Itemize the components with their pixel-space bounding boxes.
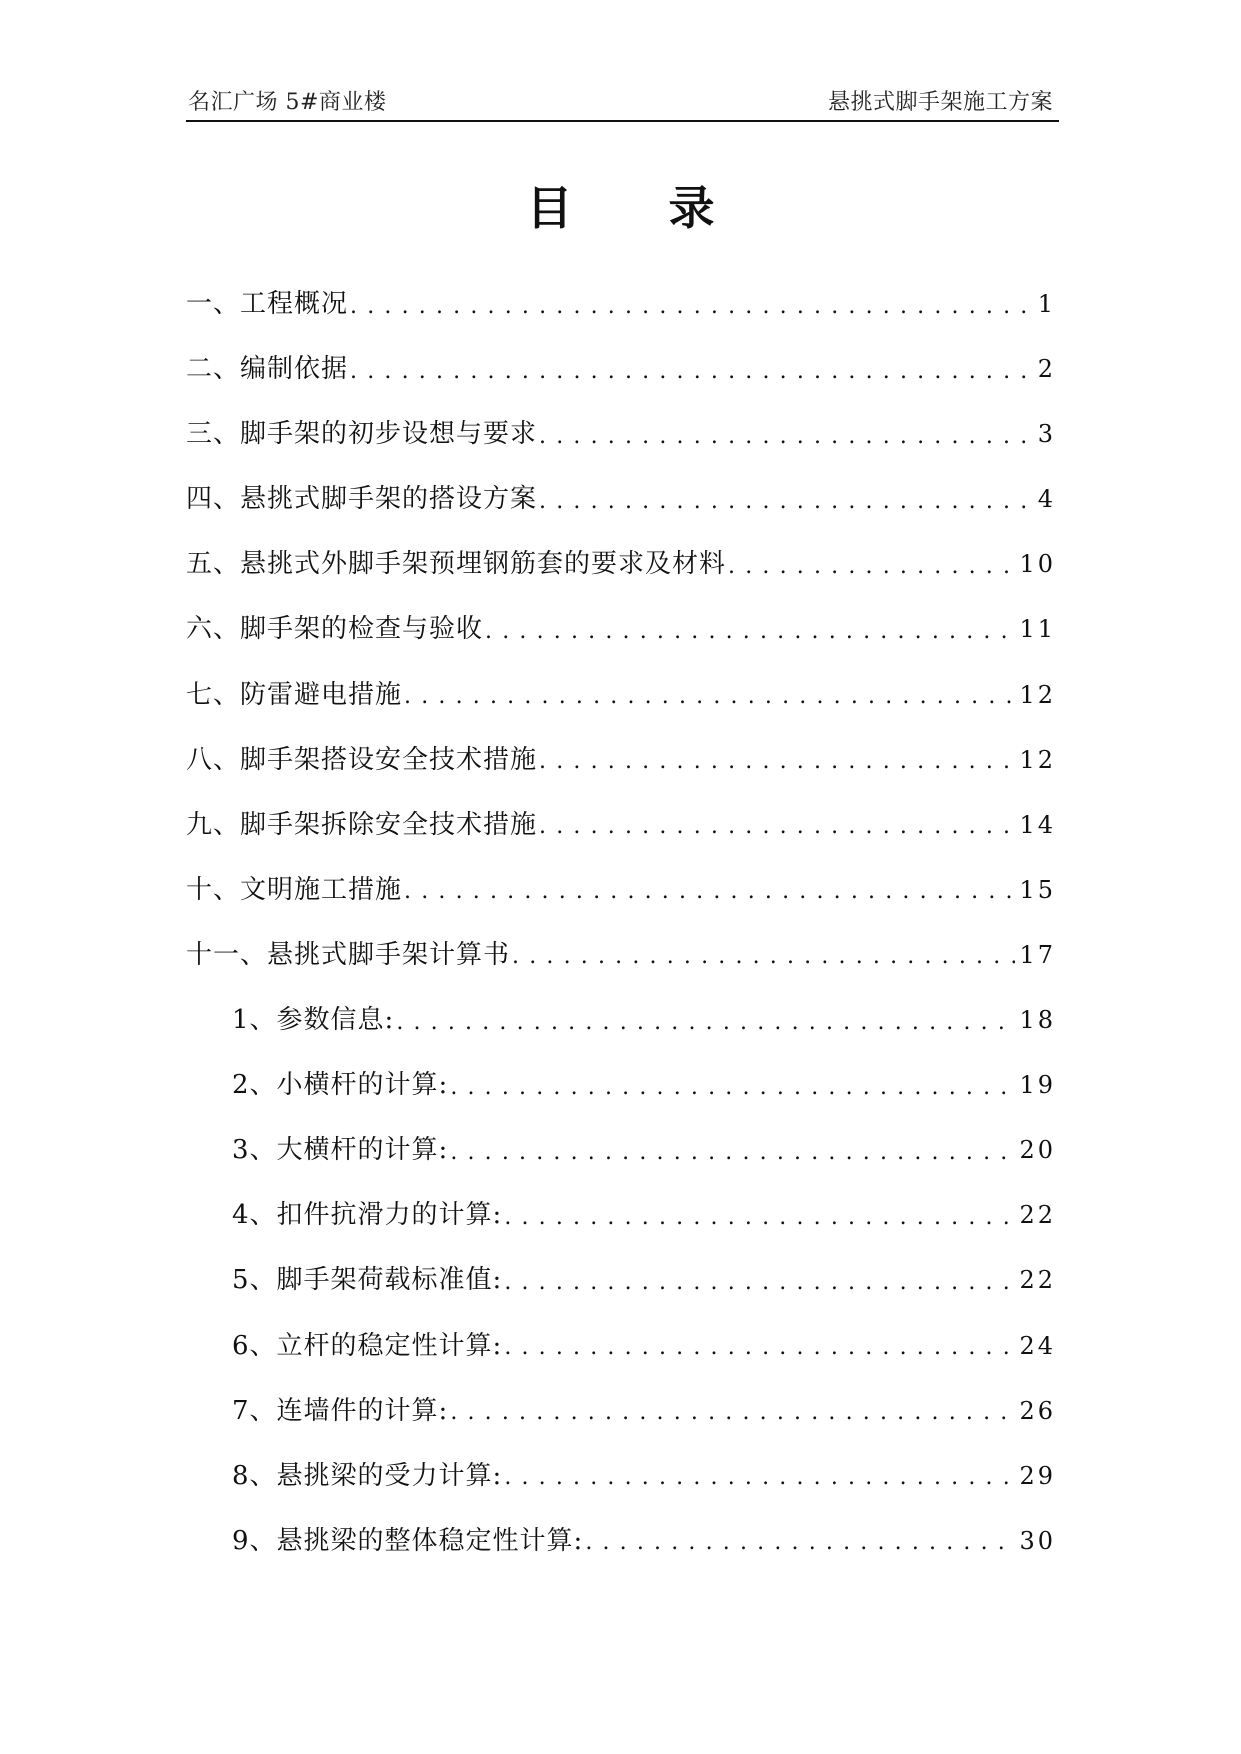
toc-page-number: 22 <box>1019 1266 1056 1295</box>
toc-subentry[interactable] <box>186 1248 1056 1313</box>
toc-page-number: 30 <box>1019 1526 1056 1555</box>
toc-entry-label: 十、文明施工措施 <box>186 874 403 905</box>
toc-subentry[interactable] <box>186 988 1056 1053</box>
toc-entry[interactable] <box>186 337 1056 402</box>
toc-leader-dots <box>396 1006 1015 1036</box>
toc-subentry[interactable] <box>186 1183 1056 1248</box>
toc-leader-dots <box>450 1396 1015 1426</box>
toc-entry-label: 十一、悬挑式脚手架计算书 <box>186 939 511 970</box>
toc-entry-label: 六、脚手架的检查与验收 <box>186 614 484 645</box>
toc-leader-dots <box>504 1461 1015 1491</box>
toc-page-number: 12 <box>1019 745 1056 774</box>
toc-entry[interactable] <box>186 923 1056 988</box>
toc-entry[interactable] <box>186 532 1056 597</box>
toc-subentry[interactable] <box>186 1509 1056 1574</box>
toc-entry-label: 七、防雷避电措施 <box>186 679 403 710</box>
toc-entry-label: 一、工程概况 <box>186 289 349 319</box>
toc-leader-dots <box>450 1136 1015 1166</box>
toc-entry[interactable] <box>186 402 1056 467</box>
toc-entry-label: 四、悬挑式脚手架的搭设方案 <box>186 484 538 515</box>
toc-page-number: 14 <box>1019 810 1056 839</box>
toc-entry[interactable] <box>186 597 1056 662</box>
toc-leader-dots <box>404 680 1015 710</box>
toc-entry[interactable] <box>186 467 1056 532</box>
toc-entry-label: 1、参数信息: <box>232 1005 395 1036</box>
toc-entry-label: 五、悬挑式外脚手架预埋钢筋套的要求及材料 <box>186 549 727 580</box>
toc-entry[interactable] <box>186 793 1056 858</box>
toc-leader-dots <box>504 1331 1015 1361</box>
toc-page-number: 20 <box>1019 1136 1056 1165</box>
toc-entry-label: 8、悬挑梁的受力计算: <box>232 1460 503 1491</box>
toc-leader-dots <box>350 290 1034 320</box>
toc-entry[interactable] <box>186 272 1056 337</box>
toc-page-number: 10 <box>1019 550 1056 579</box>
toc-leader-dots <box>485 615 1015 645</box>
toc-page-number: 26 <box>1019 1396 1056 1425</box>
page-header <box>186 88 1059 122</box>
toc-leader-dots <box>350 355 1034 385</box>
toc-leader-dots <box>504 1266 1015 1296</box>
toc-page-number: 24 <box>1019 1331 1056 1360</box>
header-document-title: 悬挑式脚手架施工方案 <box>827 90 1053 115</box>
toc-entry-label: 7、连墙件的计算: <box>232 1395 449 1426</box>
toc-page-number: 11 <box>1019 615 1056 644</box>
toc-leader-dots <box>539 745 1015 775</box>
toc-subentry[interactable] <box>186 1444 1056 1509</box>
toc-leader-dots <box>512 940 1015 970</box>
toc-entry-label: 9、悬挑梁的整体稳定性计算: <box>232 1525 584 1556</box>
toc-entry-label: 4、扣件抗滑力的计算: <box>232 1200 503 1231</box>
toc-leader-dots <box>539 420 1034 450</box>
toc-subentry[interactable] <box>186 1314 1056 1379</box>
toc-page-number: 4 <box>1037 485 1056 514</box>
toc-page-number: 2 <box>1037 355 1056 384</box>
toc-leader-dots <box>728 550 1015 580</box>
toc-page-number: 18 <box>1019 1006 1056 1035</box>
toc-entry-label: 3、大横杆的计算: <box>232 1135 449 1166</box>
toc-page-number: 17 <box>1019 940 1056 969</box>
toc-page-number: 1 <box>1037 290 1056 318</box>
toc-page-number: 22 <box>1019 1201 1056 1230</box>
toc-entry[interactable] <box>186 728 1056 793</box>
toc-page-number: 19 <box>1019 1071 1056 1100</box>
toc-page-number: 29 <box>1019 1461 1056 1490</box>
toc-entry-label: 二、编制依据 <box>186 354 349 385</box>
toc-leader-dots <box>450 1071 1015 1101</box>
toc-entry-label: 6、立杆的稳定性计算: <box>232 1330 503 1361</box>
header-project-name: 名汇广场 5#商业楼 <box>188 90 387 115</box>
toc-entry[interactable] <box>186 663 1056 728</box>
toc-entry[interactable] <box>186 858 1056 923</box>
toc-page-number: 3 <box>1037 420 1056 449</box>
toc-leader-dots <box>539 485 1034 515</box>
toc-subentry[interactable] <box>186 1053 1056 1118</box>
toc-page-number: 15 <box>1019 875 1056 904</box>
toc-subentry[interactable] <box>186 1118 1056 1183</box>
toc-leader-dots <box>404 875 1015 905</box>
toc-leader-dots <box>539 810 1015 840</box>
toc-page-number: 12 <box>1019 680 1056 709</box>
toc-title: 目 录 <box>526 181 755 235</box>
toc-entry-label: 八、脚手架搭设安全技术措施 <box>186 744 538 775</box>
toc-entry-label: 5、脚手架荷载标准值: <box>232 1265 503 1296</box>
toc-entry-label: 2、小横杆的计算: <box>232 1070 449 1101</box>
toc-entry-label: 九、脚手架拆除安全技术措施 <box>186 809 538 840</box>
table-of-contents <box>186 272 1056 1574</box>
toc-entry-label: 三、脚手架的初步设想与要求 <box>186 419 538 450</box>
toc-leader-dots <box>504 1201 1015 1231</box>
toc-subentry[interactable] <box>186 1379 1056 1444</box>
toc-leader-dots <box>585 1526 1015 1556</box>
